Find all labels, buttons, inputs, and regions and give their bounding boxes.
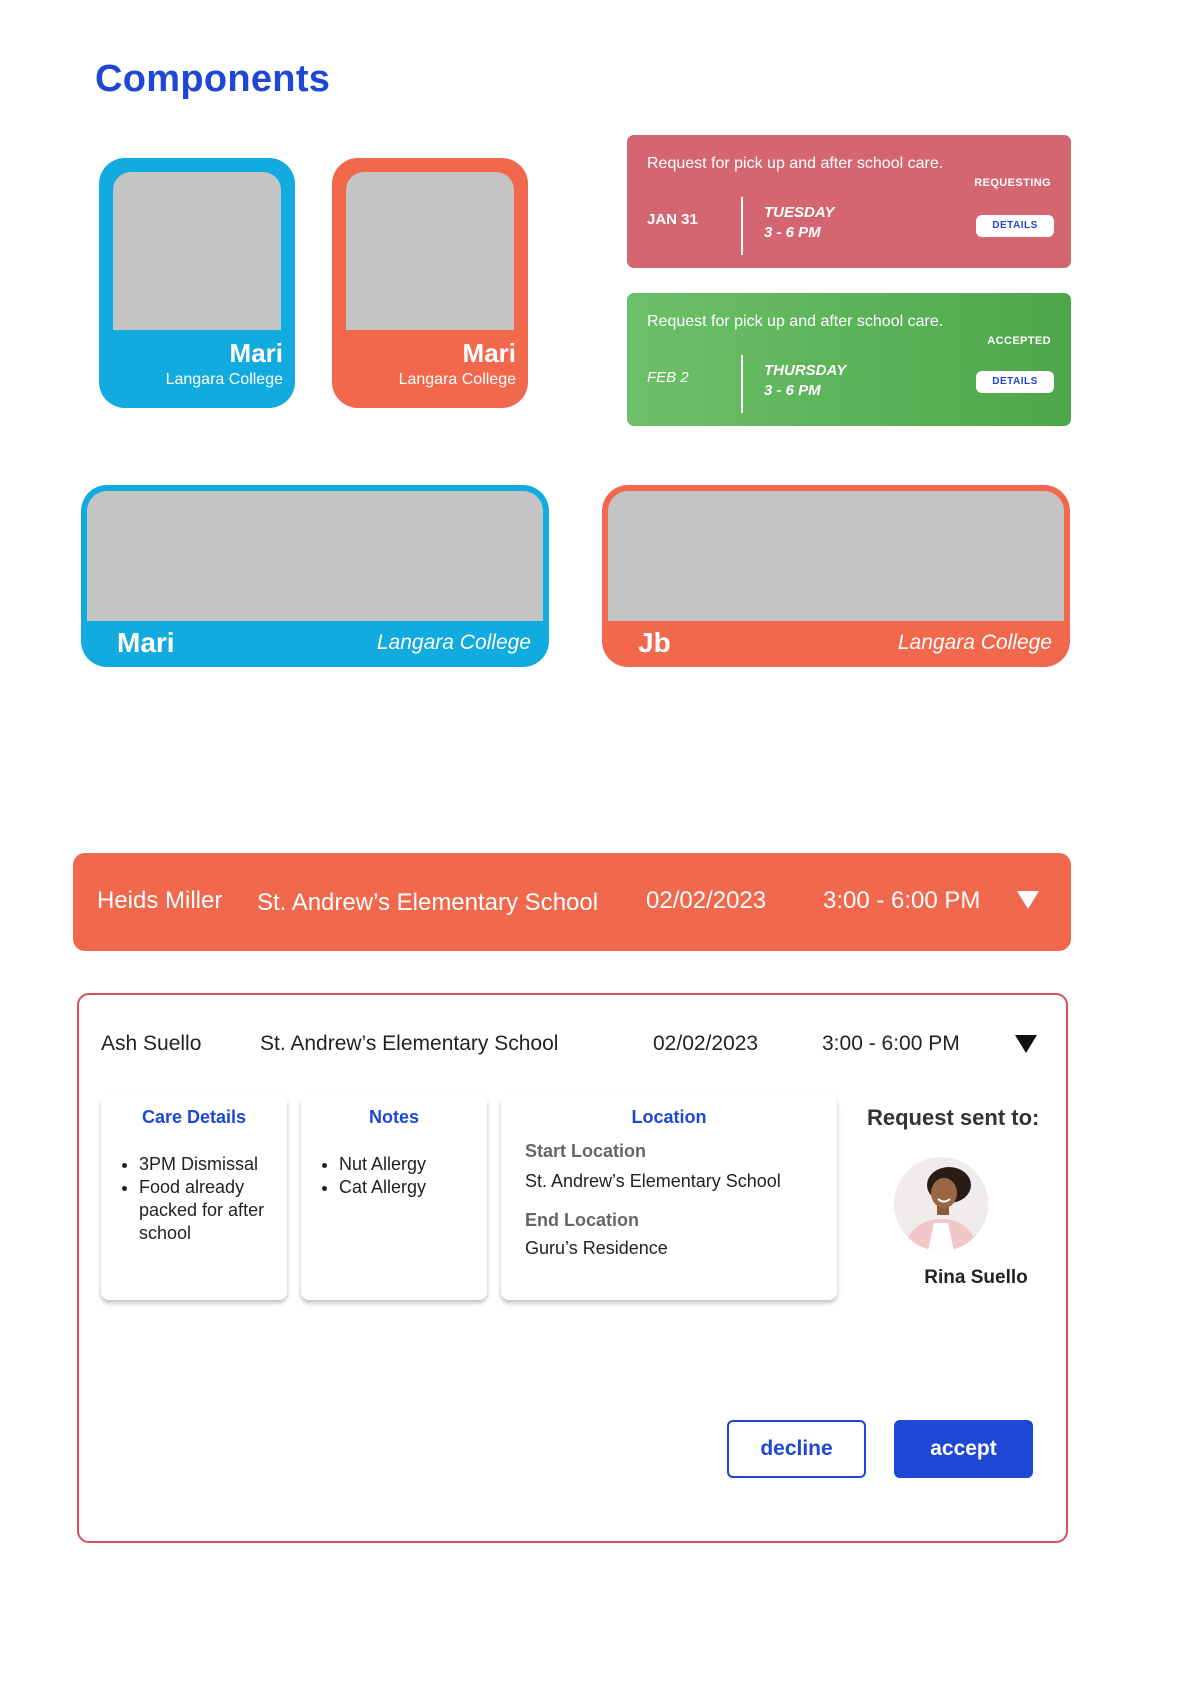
list-item: • 3PM Dismissal bbox=[139, 1153, 275, 1176]
recipient-name: Rina Suello bbox=[924, 1267, 1028, 1288]
care-details-list bbox=[139, 1153, 275, 1245]
notes-card bbox=[301, 1095, 487, 1300]
profile-name: Mari bbox=[229, 338, 283, 368]
request-time: 3:00 - 6:00 PM bbox=[823, 887, 981, 914]
request-message: Request for pick up and after school care. bbox=[647, 313, 944, 330]
card-title: Location bbox=[631, 1107, 707, 1127]
divider bbox=[741, 197, 743, 255]
profile-school: Langara College bbox=[165, 371, 283, 388]
chevron-down-icon[interactable] bbox=[1017, 891, 1039, 909]
notes-list bbox=[339, 1153, 475, 1199]
request-day: THURSDAY bbox=[764, 362, 847, 379]
requester-name: Ash Suello bbox=[101, 1032, 202, 1055]
decline-button[interactable]: decline bbox=[727, 1420, 866, 1478]
request-date: 02/02/2023 bbox=[646, 887, 767, 914]
profile-name: Mari bbox=[462, 338, 516, 368]
page-title: Components bbox=[95, 58, 331, 100]
profile-photo-placeholder bbox=[608, 491, 1064, 621]
end-location-label: End Location bbox=[525, 1210, 639, 1230]
request-message: Request for pick up and after school care. bbox=[647, 155, 944, 172]
list-item: • Nut Allergy bbox=[339, 1153, 475, 1176]
request-time: 3 - 6 PM bbox=[764, 382, 821, 399]
list-item: • Cat Allergy bbox=[339, 1176, 475, 1199]
card-title: Care Details bbox=[141, 1107, 247, 1127]
request-sent-title: Request sent to: bbox=[867, 1105, 1040, 1130]
start-location-value: St. Andrew’s Elementary School bbox=[525, 1171, 781, 1191]
care-details-card bbox=[101, 1095, 287, 1300]
profile-name: Mari bbox=[117, 627, 175, 658]
school-name: St. Andrew’s Elementary School bbox=[260, 1032, 559, 1055]
profile-card-portrait-orange[interactable] bbox=[332, 158, 528, 408]
requester-name: Heids Miller bbox=[97, 887, 223, 914]
avatar-photo bbox=[894, 1157, 988, 1251]
request-date: 02/02/2023 bbox=[653, 1032, 759, 1055]
profile-photo-placeholder bbox=[113, 172, 281, 330]
status-badge: ACCEPTED bbox=[987, 335, 1051, 347]
details-button[interactable]: DETAILS bbox=[976, 215, 1054, 237]
profile-school: Langara College bbox=[398, 371, 516, 388]
request-row-expanded bbox=[77, 993, 1068, 1543]
profile-school: Langara College bbox=[376, 631, 531, 654]
request-card-accepted bbox=[627, 293, 1071, 426]
request-card-requesting bbox=[627, 135, 1071, 268]
profile-card-portrait-blue[interactable] bbox=[99, 158, 295, 408]
profile-card-landscape-orange[interactable] bbox=[602, 485, 1070, 667]
request-time: 3:00 - 6:00 PM bbox=[822, 1032, 960, 1055]
list-item: • Food already packed for after school bbox=[139, 1176, 275, 1245]
profile-card-landscape-blue[interactable] bbox=[81, 485, 549, 667]
request-day: TUESDAY bbox=[764, 204, 835, 221]
profile-photo-placeholder bbox=[346, 172, 514, 330]
location-card bbox=[501, 1095, 837, 1300]
details-button[interactable]: DETAILS bbox=[976, 371, 1054, 393]
chevron-down-icon[interactable] bbox=[1015, 1035, 1037, 1053]
profile-name: Jb bbox=[638, 627, 671, 658]
accept-button[interactable]: accept bbox=[894, 1420, 1033, 1478]
request-row-collapsed[interactable] bbox=[73, 853, 1071, 951]
start-location-label: Start Location bbox=[525, 1141, 647, 1161]
card-title: Notes bbox=[368, 1107, 419, 1127]
divider bbox=[741, 355, 743, 413]
profile-photo-placeholder bbox=[87, 491, 543, 621]
profile-school: Langara College bbox=[897, 631, 1052, 654]
school-name: St. Andrew’s Elementary School bbox=[257, 889, 599, 916]
request-date: FEB 2 bbox=[647, 369, 689, 386]
avatar bbox=[894, 1157, 988, 1251]
request-date: JAN 31 bbox=[647, 211, 698, 228]
status-badge: REQUESTING bbox=[974, 177, 1051, 189]
request-time: 3 - 6 PM bbox=[764, 224, 821, 241]
end-location-value: Guru’s Residence bbox=[525, 1238, 668, 1258]
